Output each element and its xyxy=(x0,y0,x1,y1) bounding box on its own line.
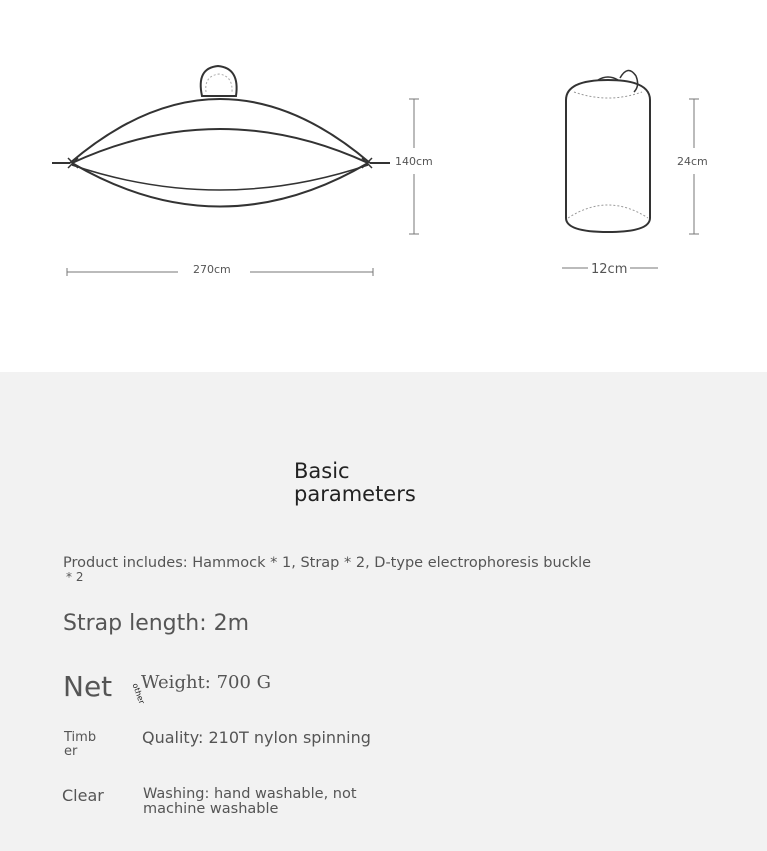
bag-height-label: 24cm xyxy=(677,155,708,168)
section-title-line2: parameters xyxy=(294,482,416,506)
hammock-drawing xyxy=(52,66,390,207)
strap-length-text: Strap length: 2m xyxy=(63,611,250,636)
bag-width-label: 12cm xyxy=(591,262,628,277)
includes-text-line2: * 2 xyxy=(66,570,84,584)
other-label: other xyxy=(130,682,147,706)
section-title-line1: Basic xyxy=(294,459,350,483)
washing-text-line1: Washing: hand washable, not xyxy=(143,786,357,802)
timber-label-line1: Timb xyxy=(64,730,97,745)
quality-text: Quality: 210T nylon spinning xyxy=(142,728,371,747)
washing-text-line2: machine washable xyxy=(143,801,279,817)
dimension-illustration xyxy=(0,0,767,372)
hammock-width-label: 270cm xyxy=(193,263,231,276)
clear-label: Clear xyxy=(62,786,104,805)
includes-text-line1: Product includes: Hammock * 1, Strap * 2, D-type electrophoresis buckle xyxy=(63,555,592,571)
storage-bag-drawing xyxy=(566,70,650,232)
weight-text: Weight: 700 G xyxy=(141,672,272,693)
net-label: Net xyxy=(63,670,113,703)
hammock-height-label: 140cm xyxy=(395,155,433,168)
timber-label-line2: er xyxy=(64,744,78,759)
